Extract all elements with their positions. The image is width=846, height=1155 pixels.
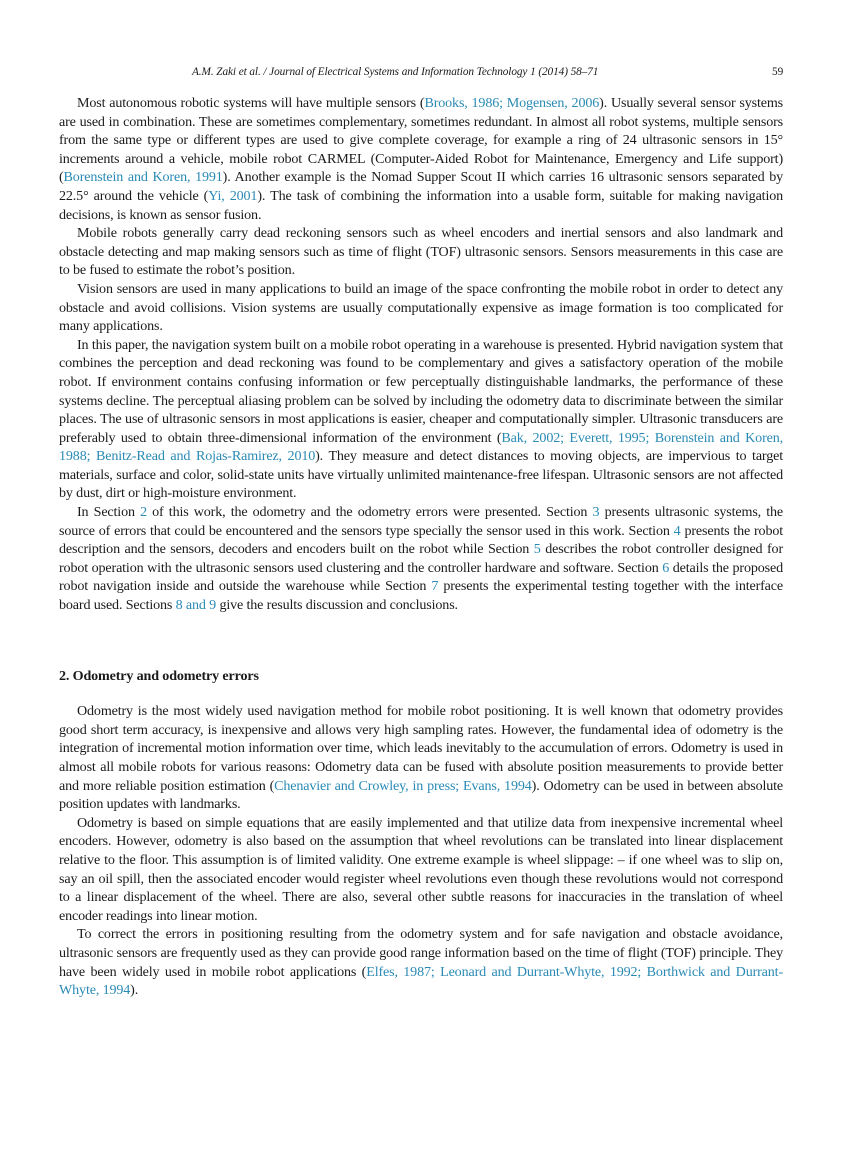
text: Most autonomous robotic systems will have multiple sensors (: [77, 95, 425, 111]
section-link[interactable]: 5: [533, 541, 541, 558]
paragraph-odometry-correction: [59, 925, 783, 999]
citation-link[interactable]: Elfes, 1987; Leonard and Durrant-Whyte, 1992; Borthwick and Durrant-Whyte, 1994: [59, 963, 783, 999]
text: ). Usually several sensor systems are used in combination. These are sometimes complementary, sometimes redundant. In almost all robot systems, multiple sensors from the same type or different types are used to give complete coverage, for example a ring of 24 ultrasonic sensors in 15° increments around a vehicle, mobile robot CARMEL (Computer-Aided Robot for Maintenance, Emergency and Life support) (: [59, 95, 783, 186]
text: Odometry is the most widely used navigation method for mobile robot positioning. It is well known that odometry provides good short term accuracy, is inexpensive and allows very high sampling rates. However, the fundamental idea of odometry is the integration of incremental motion information over time, which leads inevitably to the accumulation of errors. Odometry is used in almost all mobile robots for various reasons: Odometry data can be fused with absolute position measurements to provide better and more reliable position estimation (: [59, 703, 783, 794]
text: describes the robot controller designed for robot operation with the ultrasonic sensors used clustering and the controller hardware and software. Section: [59, 541, 783, 576]
text: ). The task of combining the information into a usable form, suitable for making navigation decisions, is known as sensor fusion.: [59, 187, 783, 223]
text: presents ultrasonic systems, the source of errors that could be encountered and the sensors type specially the sensor used in this work. Section: [59, 504, 783, 539]
paragraph-outline: [59, 503, 783, 615]
text: ). They measure and detect distances to moving objects, are impervious to target materials, surface and color, solid-state units have virtually unlimited maintenance-free lifespan. Ultrasonic sensors are not affected by dust, dirt or high-moisture environment.: [59, 448, 783, 502]
citation-link[interactable]: Brooks, 1986; Mogensen, 2006: [424, 95, 600, 111]
paragraph-dead-reckoning: [59, 224, 783, 280]
text: details the proposed robot navigation inside and outside the warehouse while Section: [59, 559, 783, 595]
running-header: [0, 66, 846, 84]
text: presents the experimental testing together with the interface board used. Sections: [59, 578, 783, 614]
text: ). Odometry can be used in between absolute position updates with landmarks.: [59, 777, 784, 813]
section-link[interactable]: 8 and 9: [175, 597, 217, 614]
text: Odometry is based on simple equations that are easily implemented and that utilize data from inexpensive incremental wheel encoders. However, odometry is also based on the assumption that wheel revolutions can be translated into linear displacement relative to the floor. This assumption is of limited validity. One extreme example is wheel slippage: – if one wheel was to slip on, say an oil spill, then the associated encoder would register wheel revolutions even though these revolutions would not correspond to a linear displacement of the wheel. There are also, several other subtle reasons for inaccuracies in the translation of wheel encoder readings into linear motion.: [59, 814, 783, 924]
paragraph-this-paper: [59, 336, 783, 503]
citation-link[interactable]: Bak, 2002; Everett, 1995; Borenstein and Koren, 1988; Benitz-Read and Rojas-Ramirez, 2010: [59, 429, 783, 465]
text: give the results discussion and conclusions.: [216, 597, 458, 614]
text: Vision sensors are used in many applications to build an image of the space confronting the mobile robot in order to detect any obstacle and avoid collisions. Vision systems are usually computationally expensive as image formation is too complicated for many applications.: [59, 280, 783, 335]
section-link[interactable]: 4: [673, 522, 681, 539]
paragraph-sensors-intro: [59, 94, 783, 224]
citation-link[interactable]: Chenavier and Crowley, in press; Evans, 1994: [274, 777, 532, 794]
text: ). Another example is the Nomad Supper Scout II which carries 16 ultrasonic sensors separated by 22.5° around the vehicle (: [59, 169, 783, 204]
section-link[interactable]: 3: [592, 504, 600, 521]
text: Mobile robots generally carry dead reckoning sensors such as wheel encoders and inertial sensors and also landmark and obstacle detecting and map making sensors such as time of flight (TOF) ultrasonic sensors. Sensors measurements in this case are to be fused to estimate the robot’s position.: [59, 225, 783, 279]
text: ).: [130, 982, 139, 999]
text: In this paper, the navigation system built on a mobile robot operating in a warehouse is presented. Hybrid navigation system that combines the perception and dead reckoning was found to be complementary and gives a satisfactory operation of the mobile robot. If environment contains confusing information or few perceptually distinguishable landmarks, the performance of these systems decline. The perceptual aliasing problem can be solved by including the odometry data to discriminate between the similar places. The use of ultrasonic sensors in most applications is easier, cheaper and computationally simpler. Ultrasonic transducers are preferably used to obtain three-dimensional information of the environment (: [59, 336, 783, 446]
running-title: A.M. Zaki et al. / Journal of Electrical Systems and Information Technology 1 (2014) 58–71: [192, 66, 599, 78]
section-link[interactable]: 7: [431, 578, 439, 595]
section-link[interactable]: 2: [140, 504, 147, 521]
text: To correct the errors in positioning resulting from the odometry system and for safe navigation and obstacle avoidance, ultrasonic sensors are frequently used as they can provide good range information based on the time of flight (TOF) principle. They have been widely used in mobile robot applications (: [59, 926, 783, 980]
page-number: 59: [772, 66, 784, 78]
paragraph-vision-sensors: [59, 280, 783, 336]
paragraph-odometry-intro: [59, 702, 783, 814]
article-body: [59, 94, 783, 1000]
citation-link[interactable]: Yi, 2001: [208, 187, 258, 204]
section-link[interactable]: 6: [662, 559, 670, 576]
section-heading: 2. Odometry and odometry errors: [59, 667, 259, 684]
citation-link[interactable]: Borenstein and Koren, 1991: [63, 169, 223, 186]
text: of this work, the odometry and the odometry errors were presented. Section: [146, 504, 593, 521]
paragraph-odometry-equations: [59, 814, 783, 926]
text: presents the robot description and the sensors, decoders and encoders built on the robot while Section: [59, 522, 784, 558]
text: In Section: [77, 504, 141, 521]
